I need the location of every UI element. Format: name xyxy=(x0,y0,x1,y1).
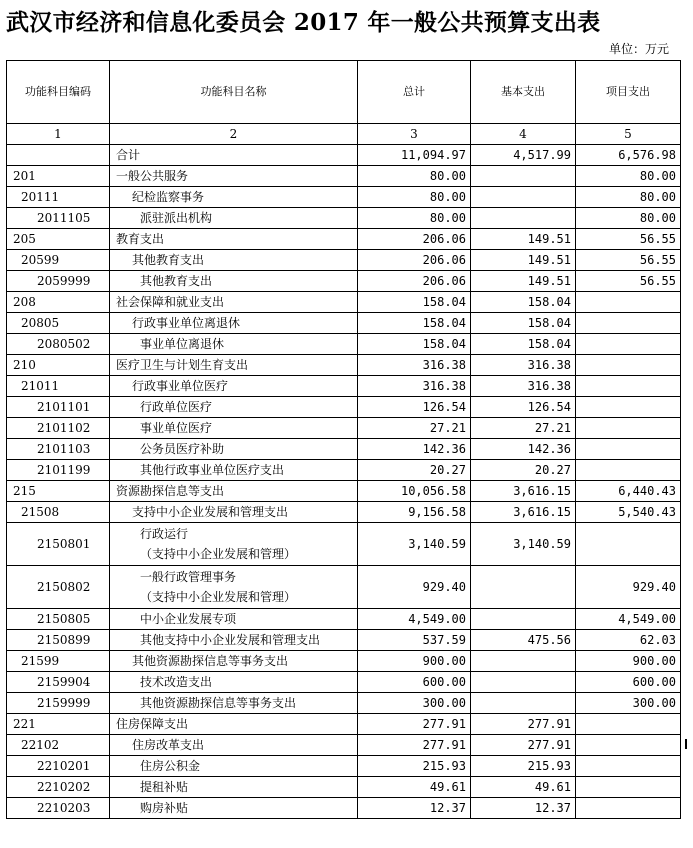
table-row xyxy=(7,166,681,187)
cell-name-line2: （支持中小企业发展和管理） xyxy=(140,590,297,604)
cell-name: 行政事业单位医疗 xyxy=(110,376,358,397)
cell-name: 行政单位医疗 xyxy=(110,397,358,418)
cell-code: 2150899 xyxy=(7,630,110,651)
table-row xyxy=(7,756,681,777)
cell-total: 277.91 xyxy=(358,714,471,735)
cell-code: 2150802 xyxy=(7,566,110,609)
cell-basic: 149.51 xyxy=(471,229,576,250)
cell-name-line2: （支持中小企业发展和管理） xyxy=(140,547,297,561)
cell-code: 215 xyxy=(7,481,110,502)
cell-project xyxy=(576,334,681,355)
cell-name: 其他行政事业单位医疗支出 xyxy=(110,460,358,481)
table-row xyxy=(7,250,681,271)
cell-name: 购房补贴 xyxy=(110,798,358,819)
cell-total: 11,094.97 xyxy=(358,145,471,166)
cell-basic: 158.04 xyxy=(471,292,576,313)
cell-code: 205 xyxy=(7,229,110,250)
cell-name: 行政事业单位离退休 xyxy=(110,313,358,334)
cell-total: 206.06 xyxy=(358,229,471,250)
cell-code: 210 xyxy=(7,355,110,376)
cell-project xyxy=(576,523,681,566)
header-project: 项目支出 xyxy=(576,61,681,124)
cell-project: 6,576.98 xyxy=(576,145,681,166)
cell-name: 资源勘探信息等支出 xyxy=(110,481,358,502)
cell-total: 20.27 xyxy=(358,460,471,481)
budget-table xyxy=(6,60,681,819)
cell-basic xyxy=(471,609,576,630)
cell-name: 技术改造支出 xyxy=(110,672,358,693)
header-code: 功能科目编码 xyxy=(7,61,110,124)
cell-code: 20805 xyxy=(7,313,110,334)
cell-project xyxy=(576,292,681,313)
cell-project xyxy=(576,313,681,334)
cell-total: 158.04 xyxy=(358,334,471,355)
cell-project: 5,540.43 xyxy=(576,502,681,523)
cell-basic: 316.38 xyxy=(471,376,576,397)
cell-project xyxy=(576,798,681,819)
cell-basic: 20.27 xyxy=(471,460,576,481)
index-cell: 5 xyxy=(576,124,681,145)
cell-code: 2101103 xyxy=(7,439,110,460)
cell-total: 49.61 xyxy=(358,777,471,798)
cell-basic xyxy=(471,566,576,609)
cell-name: 其他资源勘探信息等事务支出 xyxy=(110,651,358,672)
table-row xyxy=(7,460,681,481)
index-cell: 4 xyxy=(471,124,576,145)
cell-code: 21011 xyxy=(7,376,110,397)
cell-total: 142.36 xyxy=(358,439,471,460)
cell-basic: 4,517.99 xyxy=(471,145,576,166)
cell-name-line1: 一般行政管理事务 xyxy=(140,570,237,584)
cell-project xyxy=(576,777,681,798)
cell-project xyxy=(576,756,681,777)
cell-project xyxy=(576,714,681,735)
table-row xyxy=(7,439,681,460)
cell-project xyxy=(576,460,681,481)
table-row xyxy=(7,609,681,630)
cell-project: 80.00 xyxy=(576,166,681,187)
cell-total: 316.38 xyxy=(358,376,471,397)
cell-total: 277.91 xyxy=(358,735,471,756)
cell-name: 合计 xyxy=(110,145,358,166)
cell-name: 中小企业发展专项 xyxy=(110,609,358,630)
cell-project: 600.00 xyxy=(576,672,681,693)
table-row xyxy=(7,187,681,208)
cell-code: 22102 xyxy=(7,735,110,756)
cell-code: 2159999 xyxy=(7,693,110,714)
cell-basic: 3,140.59 xyxy=(471,523,576,566)
index-cell: 2 xyxy=(110,124,358,145)
cell-basic xyxy=(471,208,576,229)
cell-total: 158.04 xyxy=(358,313,471,334)
cell-name: 其他资源勘探信息等事务支出 xyxy=(110,693,358,714)
cell-basic xyxy=(471,187,576,208)
edge-mark xyxy=(685,739,687,749)
cell-name xyxy=(110,523,358,566)
cell-basic: 158.04 xyxy=(471,334,576,355)
cell-basic: 475.56 xyxy=(471,630,576,651)
cell-code: 2210203 xyxy=(7,798,110,819)
cell-code xyxy=(7,145,110,166)
table-row xyxy=(7,566,681,609)
cell-basic: 149.51 xyxy=(471,250,576,271)
table-row xyxy=(7,777,681,798)
cell-code: 2210201 xyxy=(7,756,110,777)
cell-basic xyxy=(471,693,576,714)
cell-name: 其他教育支出 xyxy=(110,250,358,271)
cell-basic: 49.61 xyxy=(471,777,576,798)
cell-code: 2150805 xyxy=(7,609,110,630)
cell-total: 126.54 xyxy=(358,397,471,418)
cell-basic xyxy=(471,651,576,672)
cell-code: 2150801 xyxy=(7,523,110,566)
cell-code: 2101101 xyxy=(7,397,110,418)
cell-name: 住房公积金 xyxy=(110,756,358,777)
cell-name: 住房改革支出 xyxy=(110,735,358,756)
cell-project: 6,440.43 xyxy=(576,481,681,502)
table-row xyxy=(7,418,681,439)
cell-name: 其他教育支出 xyxy=(110,271,358,292)
cell-total: 158.04 xyxy=(358,292,471,313)
table-row xyxy=(7,334,681,355)
header-basic: 基本支出 xyxy=(471,61,576,124)
cell-project: 56.55 xyxy=(576,250,681,271)
table-row xyxy=(7,313,681,334)
table-row xyxy=(7,798,681,819)
cell-project xyxy=(576,439,681,460)
cell-project xyxy=(576,376,681,397)
table-row xyxy=(7,523,681,566)
cell-project: 80.00 xyxy=(576,187,681,208)
cell-total: 80.00 xyxy=(358,208,471,229)
cell-total: 316.38 xyxy=(358,355,471,376)
cell-code: 201 xyxy=(7,166,110,187)
header-total: 总计 xyxy=(358,61,471,124)
index-cell: 3 xyxy=(358,124,471,145)
cell-code: 21508 xyxy=(7,502,110,523)
cell-project xyxy=(576,355,681,376)
cell-code: 2011105 xyxy=(7,208,110,229)
cell-code: 2059999 xyxy=(7,271,110,292)
cell-project: 900.00 xyxy=(576,651,681,672)
cell-project: 80.00 xyxy=(576,208,681,229)
cell-project: 56.55 xyxy=(576,271,681,292)
cell-project: 4,549.00 xyxy=(576,609,681,630)
cell-code: 208 xyxy=(7,292,110,313)
cell-total: 80.00 xyxy=(358,166,471,187)
table-row xyxy=(7,397,681,418)
cell-project xyxy=(576,418,681,439)
cell-project: 62.03 xyxy=(576,630,681,651)
cell-total: 10,056.58 xyxy=(358,481,471,502)
cell-name: 教育支出 xyxy=(110,229,358,250)
cell-basic: 12.37 xyxy=(471,798,576,819)
unit-label: 单位：万元 xyxy=(608,42,669,56)
table-row xyxy=(7,145,681,166)
cell-total: 80.00 xyxy=(358,187,471,208)
cell-code: 2080502 xyxy=(7,334,110,355)
cell-name: 医疗卫生与计划生育支出 xyxy=(110,355,358,376)
cell-total: 900.00 xyxy=(358,651,471,672)
cell-name: 一般公共服务 xyxy=(110,166,358,187)
cell-name: 支持中小企业发展和管理支出 xyxy=(110,502,358,523)
cell-total: 27.21 xyxy=(358,418,471,439)
cell-name xyxy=(110,566,358,609)
table-row xyxy=(7,502,681,523)
index-cell: 1 xyxy=(7,124,110,145)
cell-code: 21599 xyxy=(7,651,110,672)
cell-basic: 142.36 xyxy=(471,439,576,460)
header-name: 功能科目名称 xyxy=(110,61,358,124)
cell-total: 12.37 xyxy=(358,798,471,819)
cell-basic xyxy=(471,672,576,693)
table-row xyxy=(7,693,681,714)
cell-code: 20599 xyxy=(7,250,110,271)
table-row xyxy=(7,651,681,672)
cell-code: 2159904 xyxy=(7,672,110,693)
cell-basic: 316.38 xyxy=(471,355,576,376)
cell-code: 2101199 xyxy=(7,460,110,481)
cell-name: 提租补贴 xyxy=(110,777,358,798)
table-row xyxy=(7,714,681,735)
table-row xyxy=(7,481,681,502)
table-row xyxy=(7,735,681,756)
cell-name-line1: 行政运行 xyxy=(140,527,189,541)
cell-basic: 3,616.15 xyxy=(471,502,576,523)
cell-name: 事业单位离退休 xyxy=(110,334,358,355)
table-row xyxy=(7,271,681,292)
cell-code: 2101102 xyxy=(7,418,110,439)
cell-basic: 277.91 xyxy=(471,714,576,735)
cell-code: 221 xyxy=(7,714,110,735)
cell-total: 206.06 xyxy=(358,271,471,292)
table-row xyxy=(7,208,681,229)
cell-total: 929.40 xyxy=(358,566,471,609)
table-header-row xyxy=(7,61,681,124)
cell-code: 2210202 xyxy=(7,777,110,798)
cell-project xyxy=(576,397,681,418)
cell-total: 600.00 xyxy=(358,672,471,693)
cell-basic: 27.21 xyxy=(471,418,576,439)
cell-name: 纪检监察事务 xyxy=(110,187,358,208)
cell-project xyxy=(576,735,681,756)
cell-name: 派驻派出机构 xyxy=(110,208,358,229)
cell-name: 事业单位医疗 xyxy=(110,418,358,439)
cell-code: 20111 xyxy=(7,187,110,208)
page-title: 武汉市经济和信息化委员会 2017 年一般公共预算支出表 xyxy=(6,9,601,36)
cell-total: 9,156.58 xyxy=(358,502,471,523)
cell-name: 社会保障和就业支出 xyxy=(110,292,358,313)
cell-basic: 149.51 xyxy=(471,271,576,292)
cell-basic: 126.54 xyxy=(471,397,576,418)
cell-basic: 3,616.15 xyxy=(471,481,576,502)
cell-total: 3,140.59 xyxy=(358,523,471,566)
column-index-row xyxy=(7,124,681,145)
table-row xyxy=(7,376,681,397)
table-row xyxy=(7,292,681,313)
cell-project: 56.55 xyxy=(576,229,681,250)
cell-basic: 158.04 xyxy=(471,313,576,334)
cell-total: 4,549.00 xyxy=(358,609,471,630)
table-row xyxy=(7,672,681,693)
cell-total: 300.00 xyxy=(358,693,471,714)
table-row xyxy=(7,630,681,651)
cell-total: 215.93 xyxy=(358,756,471,777)
cell-project: 929.40 xyxy=(576,566,681,609)
cell-project: 300.00 xyxy=(576,693,681,714)
cell-basic xyxy=(471,166,576,187)
cell-total: 537.59 xyxy=(358,630,471,651)
cell-name: 其他支持中小企业发展和管理支出 xyxy=(110,630,358,651)
cell-name: 公务员医疗补助 xyxy=(110,439,358,460)
cell-basic: 277.91 xyxy=(471,735,576,756)
cell-total: 206.06 xyxy=(358,250,471,271)
cell-name: 住房保障支出 xyxy=(110,714,358,735)
cell-basic: 215.93 xyxy=(471,756,576,777)
table-row xyxy=(7,355,681,376)
table-row xyxy=(7,229,681,250)
